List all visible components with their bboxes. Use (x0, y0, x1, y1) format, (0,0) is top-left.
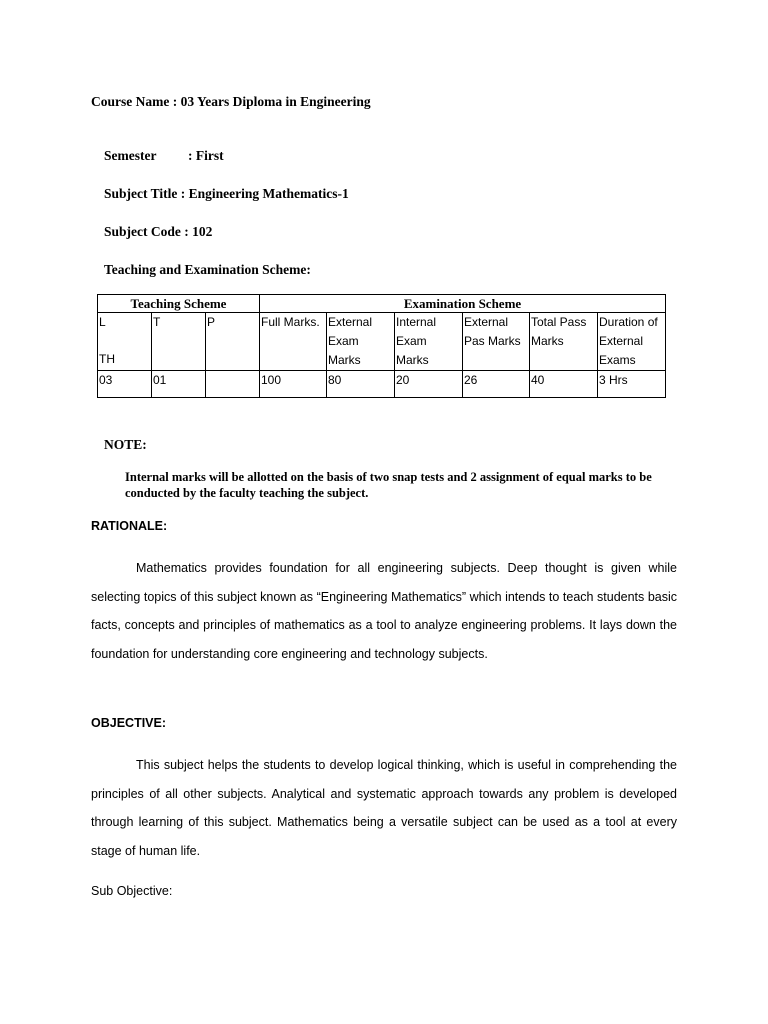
teaching-scheme-header: Teaching Scheme (98, 295, 260, 313)
value-t: 01 (152, 371, 206, 398)
rationale-heading: RATIONALE: (91, 519, 168, 533)
value-duration: 3 Hrs (598, 371, 666, 398)
header-l: L (99, 315, 106, 329)
header-t: T (152, 313, 206, 371)
header-l-th (98, 313, 152, 371)
objective-body: This subject helps the students to develop logical thinking, which is useful in comprehending the principles of all other subjects. Analytical and systematic approach towards any problem is developed through learning of this subject. Mathematics being a versatile subject can be used as a tool at every stage of human life. (91, 758, 677, 858)
semester-row (104, 148, 224, 164)
header-duration: Duration of External Exams (598, 313, 666, 371)
header-th: TH (99, 352, 115, 366)
examination-scheme-header: Examination Scheme (260, 295, 666, 313)
header-external-pas-marks: External Pas Marks (463, 313, 530, 371)
value-full-marks: 100 (260, 371, 327, 398)
header-full-marks: Full Marks. (260, 313, 327, 371)
table-row (98, 371, 666, 398)
semester-value: : First (188, 148, 224, 163)
objective-heading: OBJECTIVE: (91, 716, 167, 730)
header-total-pass-marks: Total Pass Marks (530, 313, 598, 371)
subject-code: Subject Code : 102 (104, 224, 213, 239)
value-l: 03 (98, 371, 152, 398)
scheme-heading: Teaching and Examination Scheme: (104, 262, 311, 277)
rationale-body: Mathematics provides foundation for all engineering subjects. Deep thought is given while selecting topics of this subject known as “Engineering Mathematics” which intends to teach students basic facts, concepts and principles of mathematics as a tool to analyze engineering problems. It lays down the foundation for understanding core engineering and technology subjects. (91, 561, 677, 661)
subject-title: Subject Title : Engineering Mathematics-1 (104, 186, 349, 201)
value-external-pas-marks: 26 (463, 371, 530, 398)
note-body: Internal marks will be allotted on the basis of two snap tests and 2 assignment of equal marks to be conducted by the faculty teaching the subject. (125, 470, 652, 500)
value-external-exam-marks: 80 (327, 371, 395, 398)
teaching-examination-table (97, 294, 666, 398)
value-p (206, 371, 260, 398)
value-internal-exam-marks: 20 (395, 371, 463, 398)
semester-label: Semester (104, 148, 157, 163)
value-total-pass-marks: 40 (530, 371, 598, 398)
table-group-header-row (98, 295, 666, 313)
table-column-header-row (98, 313, 666, 371)
course-name: Course Name : 03 Years Diploma in Engineering (91, 94, 371, 109)
note-title: NOTE: (104, 437, 147, 452)
header-external-exam-marks: External Exam Marks (327, 313, 395, 371)
header-internal-exam-marks: Internal Exam Marks (395, 313, 463, 371)
sub-objective-heading: Sub Objective: (91, 884, 173, 898)
header-p: P (206, 313, 260, 371)
